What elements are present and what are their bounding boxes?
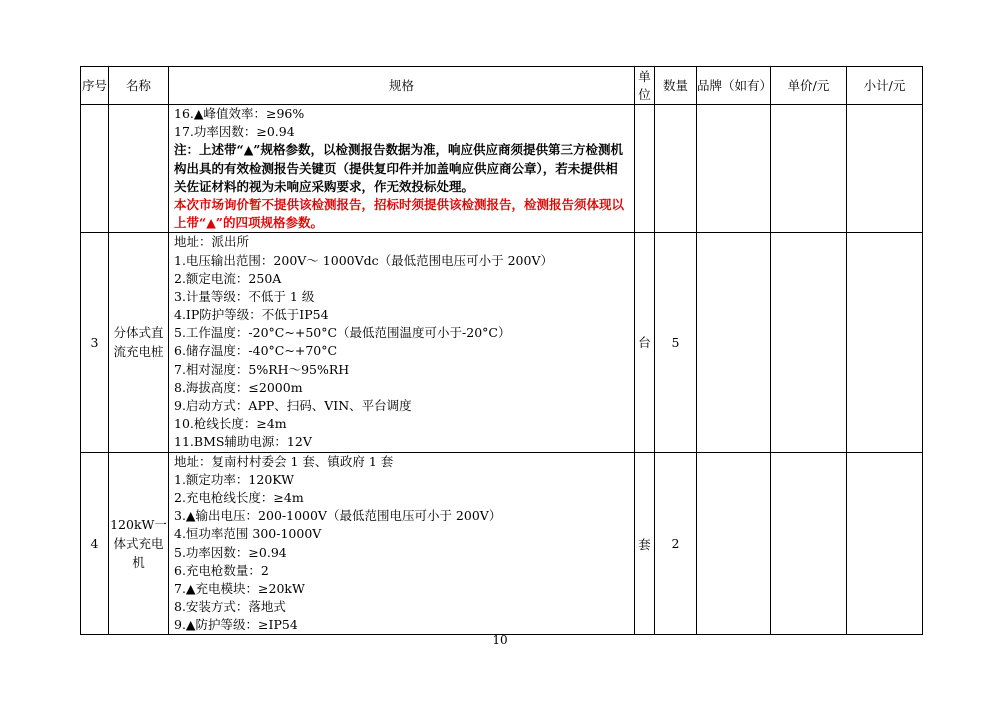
row-qty: 5 [655,233,697,452]
row-price [771,452,847,635]
row-subtotal [847,233,923,452]
spec-line: 4.IP防护等级：不低于IP54 [174,307,329,323]
table-body [81,105,923,635]
spec-line: 11.BMS辅助电源：12V [174,434,312,450]
row-qty [655,105,697,233]
spec-line: 6.储存温度：-40°C~+70°C [174,343,338,359]
row-spec [169,233,635,452]
row-price [771,233,847,452]
table-row [81,233,923,452]
row-subtotal [847,105,923,233]
row-price [771,105,847,233]
spec-line: 1.额定功率：120KW [174,471,295,487]
spec-line: 3.▲输出电压：200-1000V（最低范围电压可小于 200V） [174,508,502,524]
header-price: 单价/元 [771,67,847,105]
spec-line: 5.工作温度：-20°C~+50°C（最低范围温度可小于-20°C） [174,325,511,341]
spec-line: 9.启动方式：APP、扫码、VIN、平台调度 [174,398,412,413]
table-row [81,105,923,233]
spec-line: 2.额定电流：250A [174,270,282,286]
row-seq: 4 [81,452,109,635]
spec-line: 8.安装方式：落地式 [174,599,286,615]
table-header-row [81,67,923,105]
row-spec [169,105,635,233]
header-seq: 序号 [81,67,109,105]
header-unit: 单位 [635,67,655,105]
page-number: 10 [492,633,508,647]
row-brand [697,452,771,635]
spec-line: 关佐证材料的视为未响应采购要求，作无效投标处理。 [174,178,475,194]
row-unit: 台 [635,233,655,452]
row-spec [169,452,635,635]
spec-line: 5.功率因数：≥0.94 [174,544,287,560]
row-unit [635,105,655,233]
spec-line: 注：上述带“▲”规格参数，以检测报告数据为准，响应供应商须提供第三方检测机 [174,142,623,158]
spec-line: 10.枪线长度：≥4m [174,416,287,432]
spec-line: 1.电压输出范围：200V～ 1000Vdc（最低范围电压可小于 200V） [174,252,553,268]
spec-line: 9.▲防护等级：≥IP54 [174,617,298,633]
table-row [81,452,923,635]
row-name: 120kW一体式充电机 [109,452,169,635]
spec-line: 4.恒功率范围 300-1000V [174,526,322,542]
spec-line: 6.充电枪数量：2 [174,562,269,578]
row-name [109,105,169,233]
spec-line: 8.海拔高度：≤2000m [174,379,303,395]
row-brand [697,105,771,233]
spec-line: 3.计量等级：不低于 1 级 [174,288,315,304]
header-name: 名称 [109,67,169,105]
row-brand [697,233,771,452]
spec-line: 构出具的有效检测报告关键页（提供复印件并加盖响应供应商公章），若未提供相 [174,160,618,176]
row-seq [81,105,109,233]
spec-line: 16.▲峰值效率：≥96% [174,106,305,121]
row-name: 分体式直流充电桩 [109,233,169,452]
row-seq: 3 [81,233,109,452]
spec-line: 17.功率因数：≥0.94 [174,124,295,140]
header-subtotal: 小计/元 [847,67,923,105]
spec-line: 地址：派出所 [174,234,250,250]
header-brand: 品牌（如有） [697,67,771,105]
spec-line: 2.充电枪线长度：≥4m [174,489,304,505]
spec-line: 7.▲充电模块：≥20kW [174,580,305,596]
row-qty: 2 [655,452,697,635]
header-spec: 规格 [169,67,635,105]
spec-line: 上带“▲”的四项规格参数。 [174,215,323,231]
row-unit: 套 [635,452,655,635]
procurement-spec-table [80,66,923,635]
header-qty: 数量 [655,67,697,105]
spec-line: 本次市场询价暂不提供该检测报告，招标时须提供该检测报告，检测报告须体现以 [174,196,625,212]
spec-line: 地址：复南村村委会 1 套、镇政府 1 套 [174,453,394,469]
row-subtotal [847,452,923,635]
spec-line: 7.相对湿度：5%RH～95%RH [174,361,350,377]
